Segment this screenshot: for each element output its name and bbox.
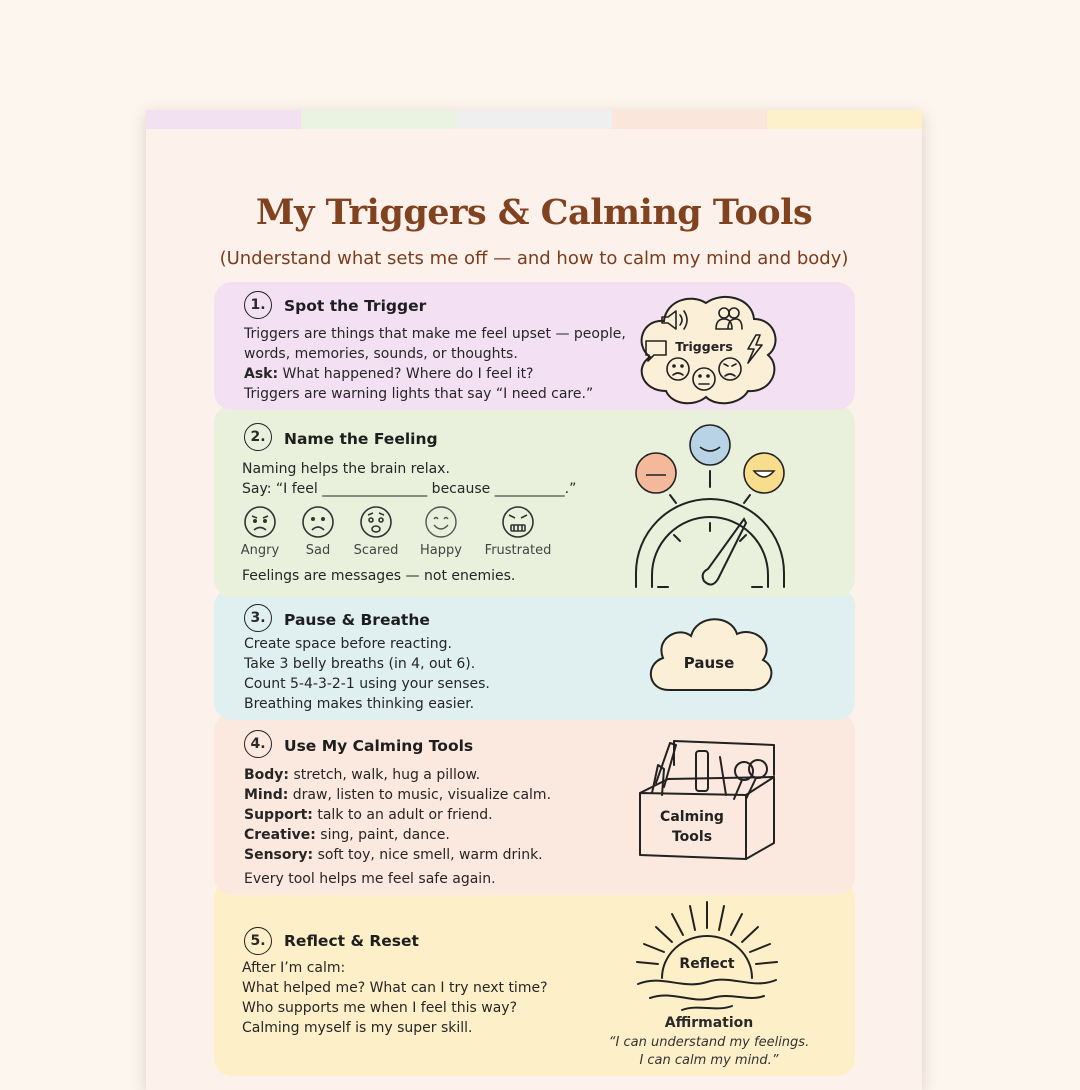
emotion-label: Happy [420,543,462,558]
section-line: Triggers are things that make me feel upset — people, [244,326,626,342]
section-pause-breathe [214,588,855,720]
feelings-meter-icon [628,423,788,593]
reflect-label: Reflect [679,956,735,972]
emotion-label: Scared [353,543,399,558]
scared-face-icon [359,505,393,539]
section-closing: Feelings are messages — not enemies. [242,568,516,584]
emotion-happy [418,505,464,558]
worksheet-page [146,110,922,1090]
stripe [146,110,301,129]
line-text: stretch, walk, hug a pillow. [289,767,481,783]
section-calming-tools [214,713,855,895]
emotion-frustrated [480,505,556,558]
section-line: After I’m calm: [242,960,346,976]
section-number: 3. [244,604,272,632]
section-line: words, memories, sounds, or thoughts. [244,346,518,362]
section-line [244,366,533,382]
tools-label: Tools [671,829,713,845]
line-label: Mind: [244,787,289,803]
section-number: 1. [244,291,272,319]
pause-cloud-icon [639,602,779,702]
line-text: What happened? Where do I feel it? [278,366,534,382]
sad-face-icon [301,505,335,539]
section-heading: Pause & Breathe [284,611,430,629]
emotion-scared [350,505,402,558]
emotion-label: Sad [305,543,331,558]
line-text: draw, listen to music, visualize calm. [288,787,552,803]
section-line: Take 3 belly breaths (in 4, out 6). [244,656,476,672]
section-line [244,787,551,803]
frustrated-face-icon [501,505,535,539]
color-stripe-bar [146,110,922,129]
page-title: My Triggers & Calming Tools [255,192,813,233]
section-line: Breathing makes thinking easier. [244,696,475,712]
stripe [612,110,767,129]
line-text: sing, paint, dance. [315,827,450,843]
section-line: Triggers are warning lights that say “I need care.” [244,386,594,402]
emotion-label: Angry [240,543,280,558]
pause-label: Pause [683,654,735,672]
calming-label: Calming [660,809,724,825]
section-line: Who supports me when I feel this way? [242,1000,518,1016]
affirmation-line: “I can understand my feelings. [608,1035,810,1050]
section-line [244,827,450,843]
toolbox-icon [634,735,784,865]
angry-face-icon [243,505,277,539]
section-line: Create space before reacting. [244,636,452,652]
section-number: 5. [244,927,272,955]
section-closing: Every tool helps me feel safe again. [244,871,496,887]
section-number: 4. [244,730,272,758]
section-heading: Reflect & Reset [284,932,419,950]
stripe [767,110,922,129]
page-subtitle: (Understand what sets me off — and how to calm my mind and body) [219,248,849,269]
section-line: What helped me? What can I try next time? [242,980,548,996]
section-line: Say: “I feel _______________ because __________.” [242,481,577,497]
section-line [244,847,543,863]
emotion-angry [240,505,280,558]
affirmation-text [589,1034,829,1070]
line-text: talk to an adult or friend. [312,807,493,823]
line-text: soft toy, nice smell, warm drink. [313,847,543,863]
section-line: Count 5-4-3-2-1 using your senses. [244,676,490,692]
section-name-feeling [214,405,855,597]
section-line [244,767,480,783]
section-heading: Name the Feeling [284,430,438,448]
triggers-label: Triggers [675,339,733,354]
stripe [301,110,456,129]
section-reflect-reset [214,880,855,1076]
triggers-cloud-icon [632,287,782,405]
line-label: Creative: [244,827,316,843]
section-line [244,807,493,823]
affirmation-title: Affirmation [664,1015,754,1031]
happy-face-icon [424,505,458,539]
section-line: Naming helps the brain relax. [242,461,450,477]
line-label: Ask: [244,366,279,382]
section-spot-trigger [214,282,855,410]
line-label: Sensory: [244,847,314,863]
section-heading: Use My Calming Tools [284,737,474,755]
section-line: Calming myself is my super skill. [242,1020,473,1036]
section-number: 2. [244,423,272,451]
emotion-sad [298,505,338,558]
affirmation-line: I can calm my mind.” [639,1053,779,1068]
line-label: Body: [244,767,290,783]
section-heading: Spot the Trigger [284,297,427,315]
line-label: Support: [244,807,313,823]
stripe [456,110,611,129]
emotion-label: Frustrated [484,543,552,558]
sunrise-icon [632,900,782,1015]
